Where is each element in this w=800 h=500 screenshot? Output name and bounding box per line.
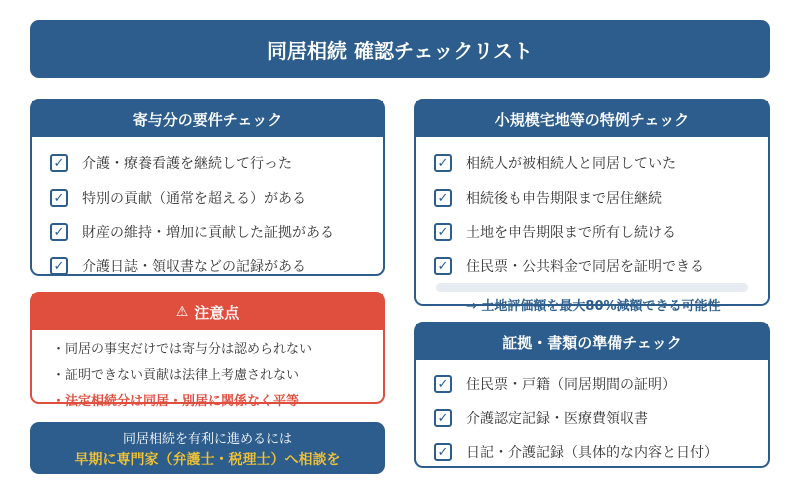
documents-item-label: 日記・介護記録（具体的な内容と日付） xyxy=(466,445,718,461)
documents-item-label: 介護認定記録・医療費領収書 xyxy=(466,411,648,427)
check-icon[interactable]: ✓ xyxy=(434,257,452,275)
special-case-item[interactable] xyxy=(434,256,704,276)
documents-header: 証拠・書類の準備チェック xyxy=(416,324,768,360)
consult-banner-line1: 同居相続を有利に進めるには xyxy=(122,431,292,447)
contribution-card xyxy=(30,99,385,276)
special-case-item[interactable] xyxy=(434,153,676,173)
contribution-item[interactable] xyxy=(50,256,306,276)
divider-bar xyxy=(436,283,748,292)
notice-header: 注意点 xyxy=(194,303,240,322)
page-title: 同居相続 確認チェックリスト xyxy=(30,20,770,78)
special-case-item-label: 住民票・公共料金で同居を証明できる xyxy=(466,259,704,275)
check-icon[interactable]: ✓ xyxy=(434,409,452,427)
special-case-item-label: 相続後も申告期限まで居住継続 xyxy=(466,191,662,207)
notice-card xyxy=(30,292,385,409)
special-case-header: 小規模宅地等の特例チェック xyxy=(416,101,768,137)
documents-item-label: 住民票・戸籍（同居期間の証明） xyxy=(466,377,676,393)
documents-item[interactable] xyxy=(434,442,718,462)
check-icon[interactable]: ✓ xyxy=(50,189,68,207)
check-icon[interactable]: ✓ xyxy=(50,154,68,172)
special-case-item[interactable] xyxy=(434,222,676,242)
consult-banner-line2: 早期に専門家（弁護士・税理士）へ相談を xyxy=(74,451,341,468)
warning-icon: ⚠ xyxy=(175,304,189,320)
special-case-item[interactable] xyxy=(434,188,662,208)
documents-item[interactable] xyxy=(434,374,676,394)
notice-line-highlight: ・法定相続分は同居・別居に関係なく平等 xyxy=(52,394,300,409)
contribution-item-label: 特別の貢献（通常を超える）がある xyxy=(82,191,306,207)
contribution-header: 寄与分の要件チェック xyxy=(32,101,383,137)
check-icon[interactable]: ✓ xyxy=(434,154,452,172)
check-icon[interactable]: ✓ xyxy=(50,223,68,241)
notice-line: ・証明できない貢献は法律上考慮されない xyxy=(52,368,300,383)
notice-header-bar xyxy=(32,294,383,330)
special-case-item-label: 土地を申告期限まで所有し続ける xyxy=(466,225,676,241)
consult-banner xyxy=(30,422,385,474)
contribution-item-label: 財産の維持・増加に貢献した証拠がある xyxy=(82,225,334,241)
contribution-item-label: 介護・療養看護を継続して行った xyxy=(82,156,292,172)
contribution-item-label: 介護日誌・領収書などの記録がある xyxy=(82,259,306,275)
special-case-item-label: 相続人が被相続人と同居していた xyxy=(466,156,676,172)
notice-line: ・同居の事実だけでは寄与分は認められない xyxy=(52,342,313,357)
contribution-item[interactable] xyxy=(50,222,334,242)
contribution-item[interactable] xyxy=(50,188,306,208)
special-case-card xyxy=(414,99,770,314)
special-case-benefit: → 土地評価額を最大80%減額できる可能性 xyxy=(466,299,721,314)
check-icon[interactable]: ✓ xyxy=(434,375,452,393)
check-icon[interactable]: ✓ xyxy=(434,223,452,241)
check-icon[interactable]: ✓ xyxy=(434,189,452,207)
documents-card xyxy=(414,322,770,468)
contribution-item[interactable] xyxy=(50,153,292,173)
check-icon[interactable]: ✓ xyxy=(434,443,452,461)
documents-item[interactable] xyxy=(434,408,648,428)
check-icon[interactable]: ✓ xyxy=(50,257,68,275)
